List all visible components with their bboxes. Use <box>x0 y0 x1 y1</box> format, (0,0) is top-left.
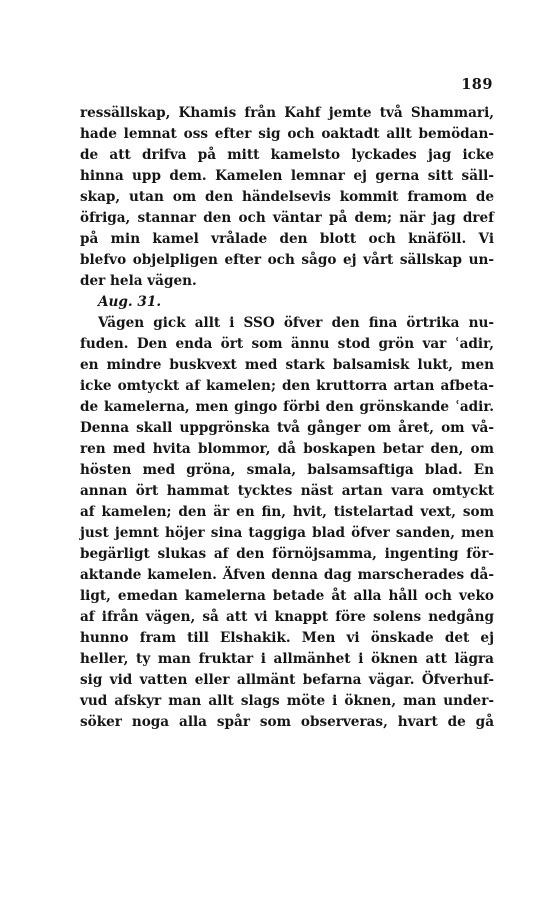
text-line: Vägen gick allt i SSO öfver den fina örtrika nu- <box>98 315 494 331</box>
text-line: blefvo objelpligen efter och sågo ej vårt sällskap un- <box>80 252 494 268</box>
text-line: af kamelen; den är en fin, hvit, tistelartad vext, som <box>80 504 494 520</box>
text-line: öfriga, stannar den och väntar på dem; när jag dref <box>80 210 494 226</box>
text-line: de att drifva på mitt kamelsto lyckades jag icke <box>80 147 494 163</box>
text-line: de kamelerna, men gingo förbi den grönskande ʿadir. <box>80 399 494 415</box>
text-line: sig vid vatten eller allmänt befarna vägar. Öfverhuf- <box>80 672 494 688</box>
text-line: ren med hvita blommor, då boskapen betar den, om <box>80 441 494 457</box>
text-line: der hela vägen. <box>80 273 197 289</box>
text-line: hunno fram till Elshakik. Men vi önskade det ej <box>80 630 494 646</box>
text-line: ligt, emedan kamelerna betade åt alla håll och veko <box>80 588 494 604</box>
text-line: Denna skall uppgrönska två gånger om året, om vå- <box>80 420 494 436</box>
text-line: en mindre buskvext med stark balsamisk lukt, men <box>80 357 494 373</box>
text-line: aktande kamelen. Äfven denna dag marscherades då- <box>80 567 494 583</box>
page-number: 189 <box>461 76 493 93</box>
text-line: fuden. Den enda ört som ännu stod grön var ʿadir, <box>80 336 494 352</box>
text-line: heller, ty man fruktar i allmänhet i öknen att lägra <box>80 651 494 667</box>
text-line: hösten med gröna, smala, balsamsaftiga blad. En <box>80 462 494 478</box>
text-line: vud afskyr man allt slags möte i öknen, man under- <box>80 693 494 709</box>
text-line: på min kamel vrålade den blott och knäföll. Vi <box>80 231 494 247</box>
text-line: just jemnt höjer sina taggiga blad öfver sanden, men <box>80 525 494 541</box>
text-line: ressällskap, Khamis från Kahf jemte två Shammari, <box>80 105 494 121</box>
text-line: hade lemnat oss efter sig och oaktadt allt bemödan- <box>80 126 494 142</box>
text-line: af ifrån vägen, så att vi knappt före solens nedgång <box>80 609 494 625</box>
date-heading: Aug. 31. <box>98 294 162 310</box>
text-line: skap, utan om den händelsevis kommit framom de <box>80 189 494 205</box>
text-line: söker noga alla spår som observeras, hvart de gå <box>80 714 494 730</box>
text-line: annan ört hammat tycktes näst artan vara omtyckt <box>80 483 494 499</box>
text-line: icke omtyckt af kamelen; den kruttorra artan afbeta- <box>80 378 494 394</box>
body-text <box>80 103 494 733</box>
text-line: hinna upp dem. Kamelen lemnar ej gerna sitt säll- <box>80 168 494 184</box>
text-line: begärligt slukas af den förnöjsamma, ingenting för- <box>80 546 494 562</box>
